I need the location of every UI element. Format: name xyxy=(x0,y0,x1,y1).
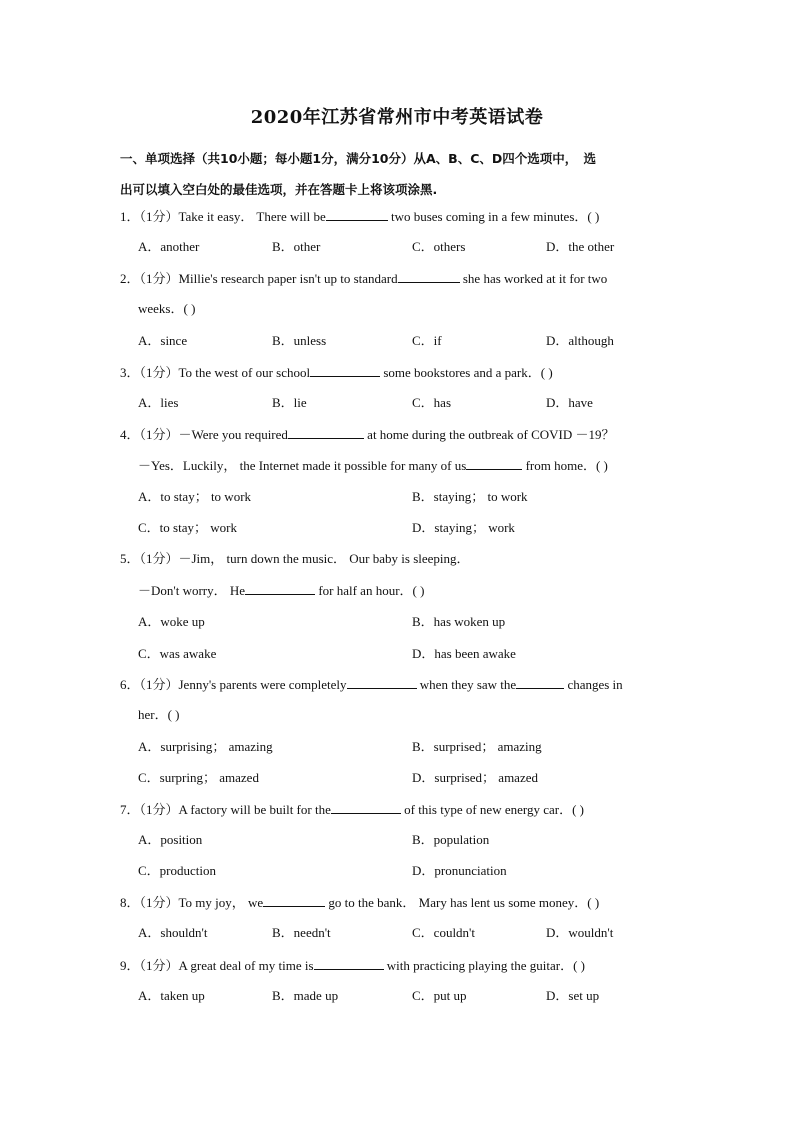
option-b[interactable]: B．other xyxy=(272,239,321,254)
answer-blank xyxy=(310,362,380,377)
answer-blank xyxy=(466,455,522,470)
option-d[interactable]: D．surprised； amazed xyxy=(412,770,538,785)
answer-blank xyxy=(314,955,384,970)
option-c[interactable]: C．others xyxy=(412,239,466,254)
option-b[interactable]: B．has woken up xyxy=(412,614,506,629)
section-line-1: 一、单项选择（共10小题；每小题1分，满分10分）从A、B、C、D四个选项中， 选 xyxy=(120,151,596,166)
exam-title: 2020年江苏省常州市中考英语试卷 xyxy=(250,107,544,128)
option-a[interactable]: A．taken up xyxy=(138,988,205,1003)
option-c[interactable]: C．if xyxy=(412,333,442,348)
option-a[interactable]: A．woke up xyxy=(138,614,205,629)
answer-blank xyxy=(288,424,364,439)
answer-blank xyxy=(326,206,388,221)
section-instructions xyxy=(120,143,676,205)
option-c[interactable]: C．to stay； work xyxy=(138,520,237,535)
option-c[interactable]: C．was awake xyxy=(138,646,217,661)
option-c[interactable]: C．couldn't xyxy=(412,925,476,940)
section-line-2: 出可以填入空白处的最佳选项，并在答题卡上将该项涂黑. xyxy=(120,182,438,197)
question-stem: 9．（1分）A great deal of my time is with practicing playing the guitar．( ) xyxy=(120,955,585,975)
option-a[interactable]: A．another xyxy=(138,239,200,254)
question-stem: 6．（1分）Jenny's parents were completely when they saw the changes in xyxy=(120,674,623,694)
option-a[interactable]: A．to stay； to work xyxy=(138,489,252,504)
question-stem-continued: －Yes．Luckily， the Internet made it possible for many of us from home．( ) xyxy=(138,455,608,475)
option-b[interactable]: B．surprised； amazing xyxy=(412,739,542,754)
question-stem: 4．（1分）－Were you required at home during the outbreak of COVID －19？ xyxy=(120,424,614,444)
option-d[interactable]: D．staying； work xyxy=(412,520,515,535)
question-stem: 5．（1分）－Jim， turn down the music． Our baby is sleeping． xyxy=(120,551,470,566)
option-b[interactable]: B．population xyxy=(412,832,490,847)
answer-blank xyxy=(331,799,401,814)
option-d[interactable]: D．pronunciation xyxy=(412,863,507,878)
answer-blank xyxy=(263,892,325,907)
question-stem-continued: －Don't worry． He for half an hour．( ) xyxy=(138,580,424,600)
option-a[interactable]: A．shouldn't xyxy=(138,925,208,940)
answer-blank xyxy=(398,268,460,283)
option-a[interactable]: A．surprising； amazing xyxy=(138,739,273,754)
question-stem: 7．（1分）A factory will be built for the of this type of new energy car．( ) xyxy=(120,799,584,819)
option-d[interactable]: D．set up xyxy=(546,988,600,1003)
option-c[interactable]: C．put up xyxy=(412,988,467,1003)
question-stem-continued: her．( ) xyxy=(138,707,180,722)
question-stem: 1．（1分）Take it easy． There will be two buses coming in a few minutes．( ) xyxy=(120,206,599,226)
option-b[interactable]: B．lie xyxy=(272,395,307,410)
option-d[interactable]: D．has been awake xyxy=(412,646,516,661)
option-c[interactable]: C．has xyxy=(412,395,452,410)
option-b[interactable]: B．needn't xyxy=(272,925,331,940)
answer-blank xyxy=(347,674,417,689)
question-stem-continued: weeks．( ) xyxy=(138,301,196,316)
option-b[interactable]: B．unless xyxy=(272,333,327,348)
option-b[interactable]: B．staying； to work xyxy=(412,489,528,504)
option-c[interactable]: C．surpring； amazed xyxy=(138,770,259,785)
option-d[interactable]: D．although xyxy=(546,333,614,348)
answer-blank xyxy=(245,580,315,595)
option-c[interactable]: C．production xyxy=(138,863,216,878)
option-d[interactable]: D．have xyxy=(546,395,593,410)
question-stem: 2．（1分）Millie's research paper isn't up to standard she has worked at it for two xyxy=(120,268,607,288)
option-d[interactable]: D．wouldn't xyxy=(546,925,614,940)
answer-blank xyxy=(516,674,564,689)
option-a[interactable]: A．position xyxy=(138,832,203,847)
option-a[interactable]: A．lies xyxy=(138,395,179,410)
option-a[interactable]: A．since xyxy=(138,333,188,348)
option-d[interactable]: D．the other xyxy=(546,239,615,254)
option-b[interactable]: B．made up xyxy=(272,988,339,1003)
question-stem: 8．（1分）To my joy， we go to the bank． Mary has lent us some money．( ) xyxy=(120,892,599,912)
question-stem: 3．（1分）To the west of our school some bookstores and a park．( ) xyxy=(120,362,553,382)
